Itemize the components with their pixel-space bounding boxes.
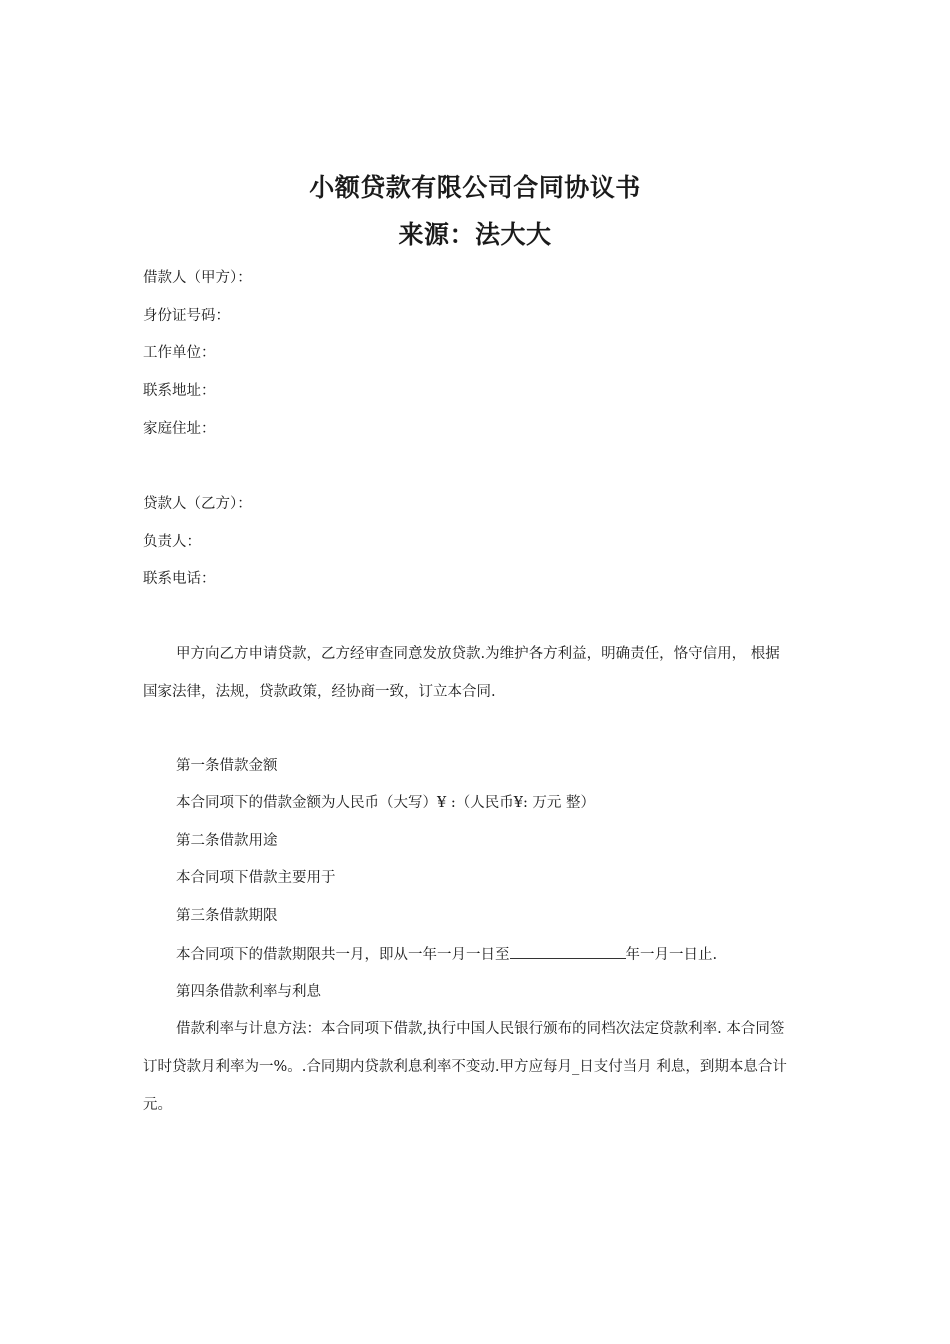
home-address-field: 家庭住址： <box>143 421 216 437</box>
date-blank <box>510 944 626 959</box>
article-2-heading: 第二条借款用途 <box>176 833 278 849</box>
article-3-heading: 第三条借款期限 <box>176 908 278 924</box>
article-4-line-1: 借款利率与计息方法：本合同项下借款,执行中国人民银行颁布的同档次法定贷款利率. 本合同签 <box>176 1021 785 1037</box>
person-in-charge-field: 负责人： <box>143 534 201 550</box>
lender-field: 贷款人（乙方）： <box>143 496 252 512</box>
article-3-text-after: 年一月一日止. <box>625 947 718 963</box>
borrower-field: 借款人（甲方）： <box>143 270 252 286</box>
contact-address-field: 联系地址： <box>143 383 216 399</box>
article-2-text: 本合同项下借款主要用于 <box>176 870 336 886</box>
article-3-text <box>176 944 717 965</box>
article-4-line-3: 元。 <box>143 1097 172 1113</box>
article-1-heading: 第一条借款金额 <box>176 758 278 774</box>
document-source: 来源：法大大 <box>398 220 552 249</box>
employer-field: 工作单位： <box>143 345 216 361</box>
article-4-line-2: 订时贷款月利率为一%。.合同期内贷款利息利率不变动.甲方应每月_日支付当月 利息，到期本息合计 <box>143 1059 787 1075</box>
phone-field: 联系电话： <box>143 571 216 587</box>
article-4-heading: 第四条借款利率与利息 <box>176 984 321 1000</box>
article-1-text: 本合同项下的借款金额为人民币（大写）¥ :（人民币¥: 万元 整） <box>176 795 596 811</box>
preamble-line-1: 甲方向乙方申请贷款，乙方经审查同意发放贷款.为维护各方利益，明确责任，恪守信用， 根据 <box>176 646 780 662</box>
document-title: 小额贷款有限公司合同协议书 <box>309 173 641 202</box>
preamble-line-2: 国家法律，法规，贷款政策，经协商一致，订立本合同. <box>143 684 496 700</box>
id-number-field: 身份证号码： <box>143 308 230 324</box>
article-3-text-before: 本合同项下的借款期限共一月，即从一年一月一日至 <box>176 947 510 963</box>
